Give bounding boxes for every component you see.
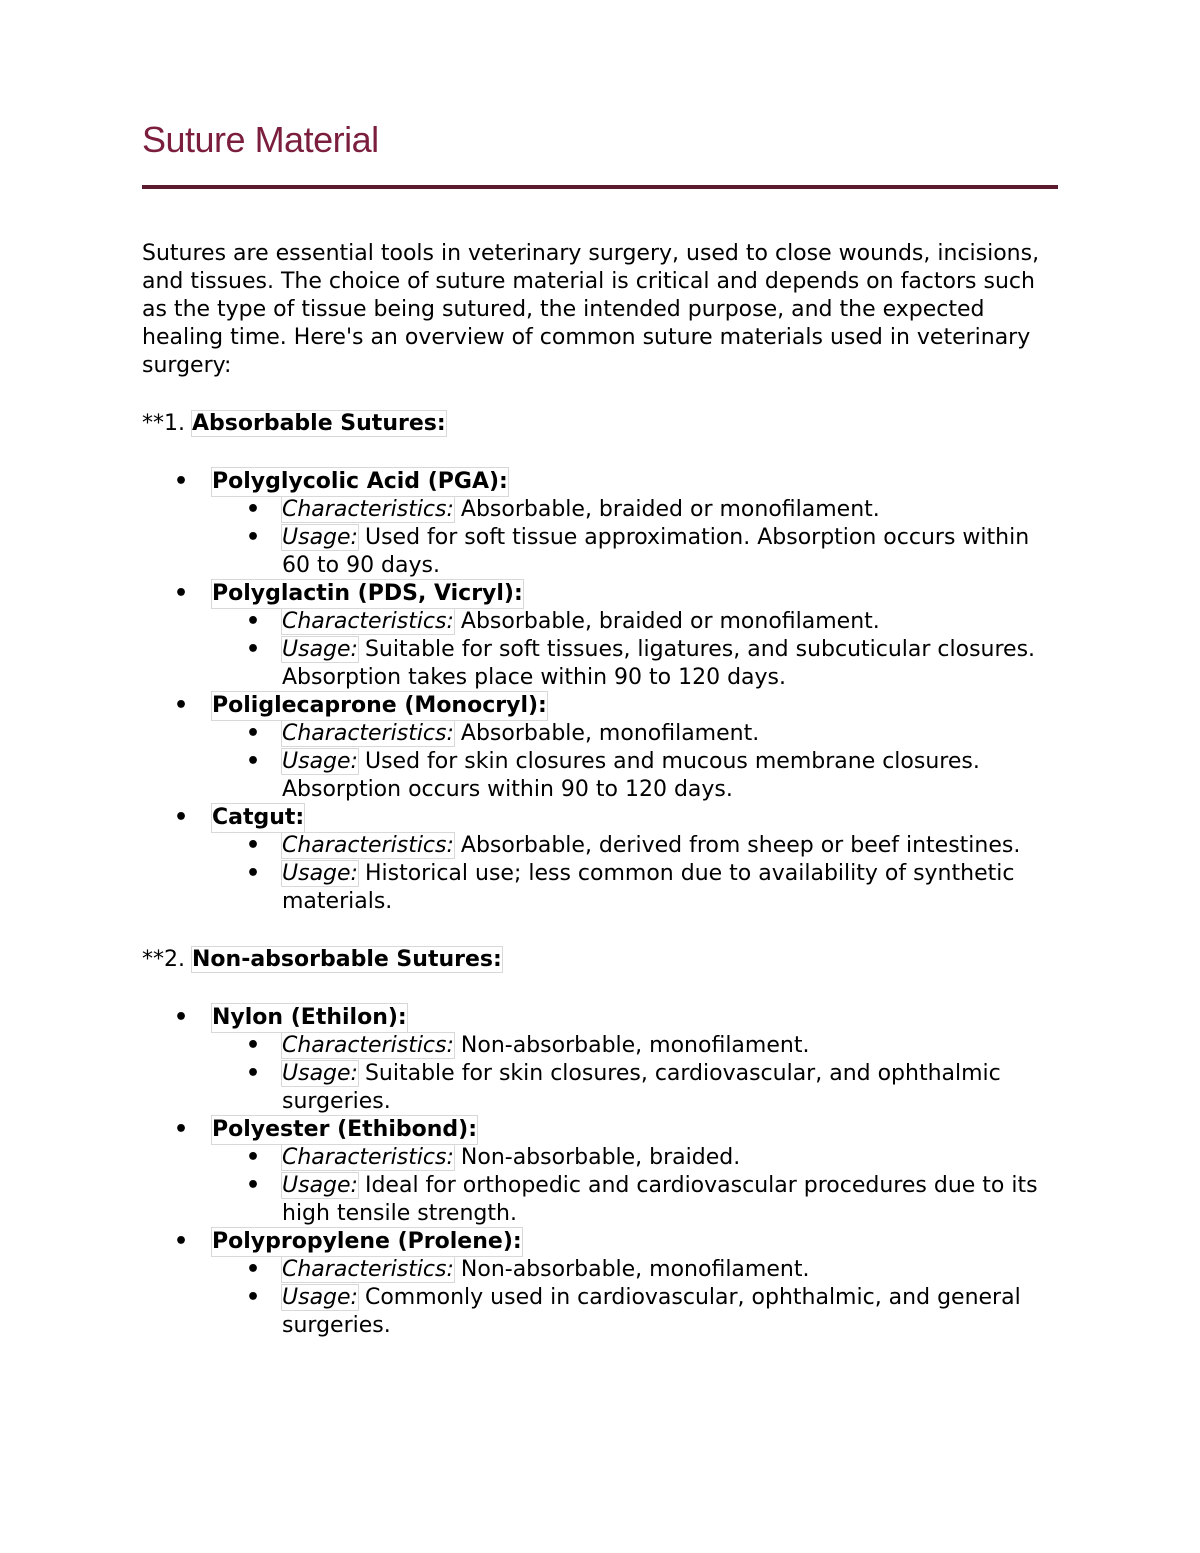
characteristics-label: Characteristics: (282, 1033, 454, 1058)
suture-details-list (282, 608, 1058, 692)
usage-text: Used for skin closures and mucous membrane closures. Absorption occurs within 90 to 120 days. (282, 749, 980, 802)
usage-row (282, 636, 1058, 692)
section-heading-non-absorbable (142, 946, 1058, 974)
suture-details-list (282, 1256, 1058, 1340)
usage-text: Ideal for orthopedic and cardiovascular procedures due to its high tensile strength. (282, 1173, 1038, 1226)
document-body (142, 240, 1058, 1370)
usage-row (282, 1060, 1058, 1116)
list-item (142, 1004, 1058, 1116)
characteristics-row (282, 832, 1058, 860)
list-item (142, 1228, 1058, 1340)
usage-text: Used for soft tissue approximation. Absorption occurs within 60 to 90 days. (282, 525, 1030, 578)
usage-label: Usage: (282, 861, 358, 886)
suture-name: Catgut: (212, 805, 305, 830)
characteristics-row (282, 720, 1058, 748)
list-item (142, 1116, 1058, 1228)
characteristics-label: Characteristics: (282, 721, 454, 746)
intro-paragraph: Sutures are essential tools in veterinary surgery, used to close wounds, incisions, and tissues. The choice of suture material is critical and depends on factors such as the type of tissue being sutured, the intended purpose, and the expected healing time. Here's an overview of common suture materials used in veterinary surgery: (142, 241, 1040, 378)
characteristics-label: Characteristics: (282, 1257, 454, 1282)
section-marker: **1. (142, 411, 185, 436)
suture-name: Poliglecaprone (Monocryl): (212, 693, 547, 718)
section-heading-text: Non-absorbable Sutures: (192, 947, 502, 972)
characteristics-row (282, 608, 1058, 636)
characteristics-text: Absorbable, derived from sheep or beef intestines. (460, 833, 1021, 858)
absorbable-sutures-list (142, 468, 1058, 916)
suture-name: Polyglycolic Acid (PGA): (212, 469, 508, 494)
characteristics-label: Characteristics: (282, 497, 454, 522)
suture-name: Polyester (Ethibond): (212, 1117, 478, 1142)
usage-label: Usage: (282, 749, 358, 774)
suture-name: Polypropylene (Prolene): (212, 1229, 522, 1254)
usage-text: Suitable for skin closures, cardiovascular, and ophthalmic surgeries. (282, 1061, 1001, 1114)
usage-label: Usage: (282, 1285, 358, 1310)
characteristics-text: Non-absorbable, monofilament. (460, 1257, 810, 1282)
usage-label: Usage: (282, 525, 358, 550)
suture-details-list (282, 832, 1058, 916)
usage-row (282, 748, 1058, 804)
characteristics-row (282, 1256, 1058, 1284)
list-item (142, 692, 1058, 804)
suture-details-list (282, 1144, 1058, 1228)
characteristics-text: Absorbable, braided or monofilament. (460, 497, 880, 522)
suture-name: Polyglactin (PDS, Vicryl): (212, 581, 523, 606)
characteristics-text: Absorbable, monofilament. (460, 721, 760, 746)
non-absorbable-sutures-list (142, 1004, 1058, 1340)
suture-details-list (282, 1032, 1058, 1116)
usage-row (282, 1172, 1058, 1228)
usage-text: Suitable for soft tissues, ligatures, and subcuticular closures. Absorption takes place within 90 to 120 days. (282, 637, 1036, 690)
suture-name: Nylon (Ethilon): (212, 1005, 407, 1030)
usage-row (282, 524, 1058, 580)
usage-label: Usage: (282, 1173, 358, 1198)
characteristics-label: Characteristics: (282, 1145, 454, 1170)
usage-row (282, 1284, 1058, 1340)
page-title: Suture Material (142, 119, 379, 160)
list-item (142, 580, 1058, 692)
characteristics-text: Non-absorbable, braided. (460, 1145, 741, 1170)
section-heading-text: Absorbable Sutures: (192, 411, 446, 436)
usage-label: Usage: (282, 637, 358, 662)
characteristics-text: Absorbable, braided or monofilament. (460, 609, 880, 634)
characteristics-label: Characteristics: (282, 609, 454, 634)
suture-details-list (282, 496, 1058, 580)
list-item (142, 804, 1058, 916)
usage-text: Historical use; less common due to availability of synthetic materials. (282, 861, 1015, 914)
characteristics-text: Non-absorbable, monofilament. (460, 1033, 810, 1058)
suture-details-list (282, 720, 1058, 804)
section-heading-absorbable (142, 410, 1058, 438)
usage-label: Usage: (282, 1061, 358, 1086)
characteristics-label: Characteristics: (282, 833, 454, 858)
characteristics-row (282, 1144, 1058, 1172)
title-underline-rule (142, 185, 1058, 189)
characteristics-row (282, 496, 1058, 524)
usage-row (282, 860, 1058, 916)
usage-text: Commonly used in cardiovascular, ophthalmic, and general surgeries. (282, 1285, 1021, 1338)
list-item (142, 468, 1058, 580)
section-marker: **2. (142, 947, 185, 972)
characteristics-row (282, 1032, 1058, 1060)
